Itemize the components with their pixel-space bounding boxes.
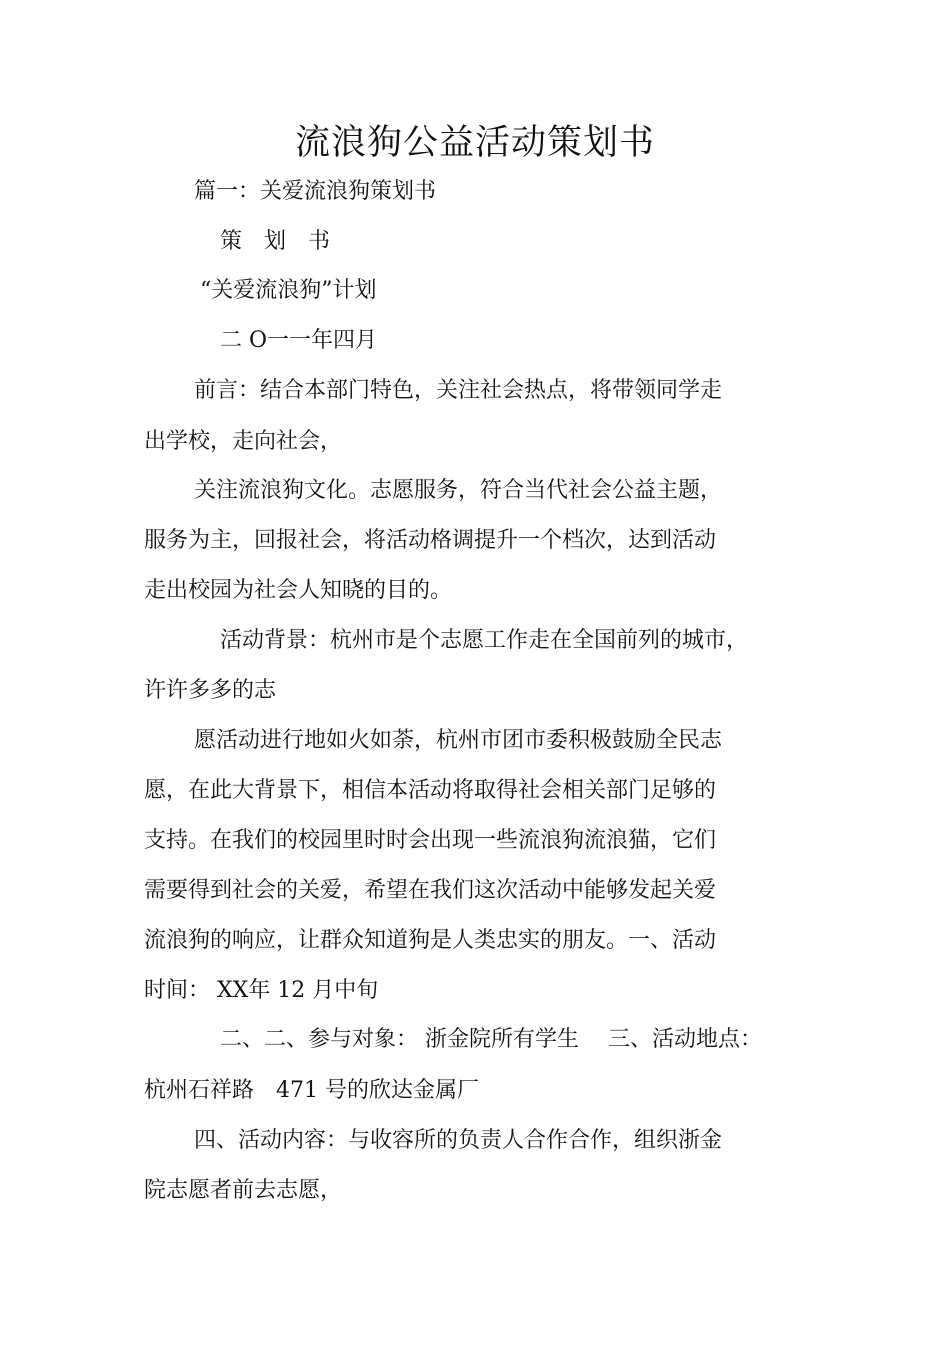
paragraph-line: 时间： XX年 12 月中旬 xyxy=(144,978,379,1003)
paragraph-line: 杭州石祥路 471 号的欣达金属厂 xyxy=(144,1078,479,1103)
paragraph-line: 服务为主，回报社会，将活动格调提升一个档次，达到活动 xyxy=(144,528,717,553)
paragraph-line: 流浪狗的响应，让群众知道狗是人类忠实的朋友。一、活动 xyxy=(144,928,717,953)
paragraph-line: 许许多多的志 xyxy=(144,678,277,703)
paragraph-line: 关注流浪狗文化。志愿服务，符合当代社会公益主题， xyxy=(194,478,723,503)
paragraph-line: 二、二、参与对象： 浙金院所有学生 三、活动地点： xyxy=(220,1027,762,1052)
paragraph-line: 四、活动内容：与收容所的负责人合作合作，组织浙金 xyxy=(194,1128,723,1153)
paragraph-line: 支持。在我们的校园里时时会出现一些流浪狗流浪猫，它们 xyxy=(144,828,717,853)
paragraph-line: 愿活动进行地如火如荼，杭州市团市委积极鼓励全民志 xyxy=(194,728,723,753)
paragraph-line: 院志愿者前去志愿， xyxy=(144,1178,343,1203)
doc-subtitle: 策 划 书 xyxy=(220,229,331,254)
plan-name: “关爱流浪狗”计划 xyxy=(200,278,377,303)
document-title: 流浪狗公益活动策划书 xyxy=(294,123,655,163)
paragraph-line: 愿，在此大背景下，相信本活动将取得社会相关部门足够的 xyxy=(144,778,717,803)
section-heading: 篇一：关爱流浪狗策划书 xyxy=(194,179,437,204)
paragraph-line: 出学校，走向社会， xyxy=(144,429,343,454)
paragraph-line: 需要得到社会的关爱，希望在我们这次活动中能够发起关爱 xyxy=(144,878,717,903)
paragraph-line: 前言：结合本部门特色，关注社会热点，将带领同学走 xyxy=(194,378,723,403)
doc-date: 二 O一一年四月 xyxy=(220,328,378,353)
paragraph-line: 走出校园为社会人知晓的目的。 xyxy=(144,578,453,603)
paragraph-line: 活动背景：杭州市是个志愿工作走在全国前列的城市， xyxy=(220,628,749,653)
